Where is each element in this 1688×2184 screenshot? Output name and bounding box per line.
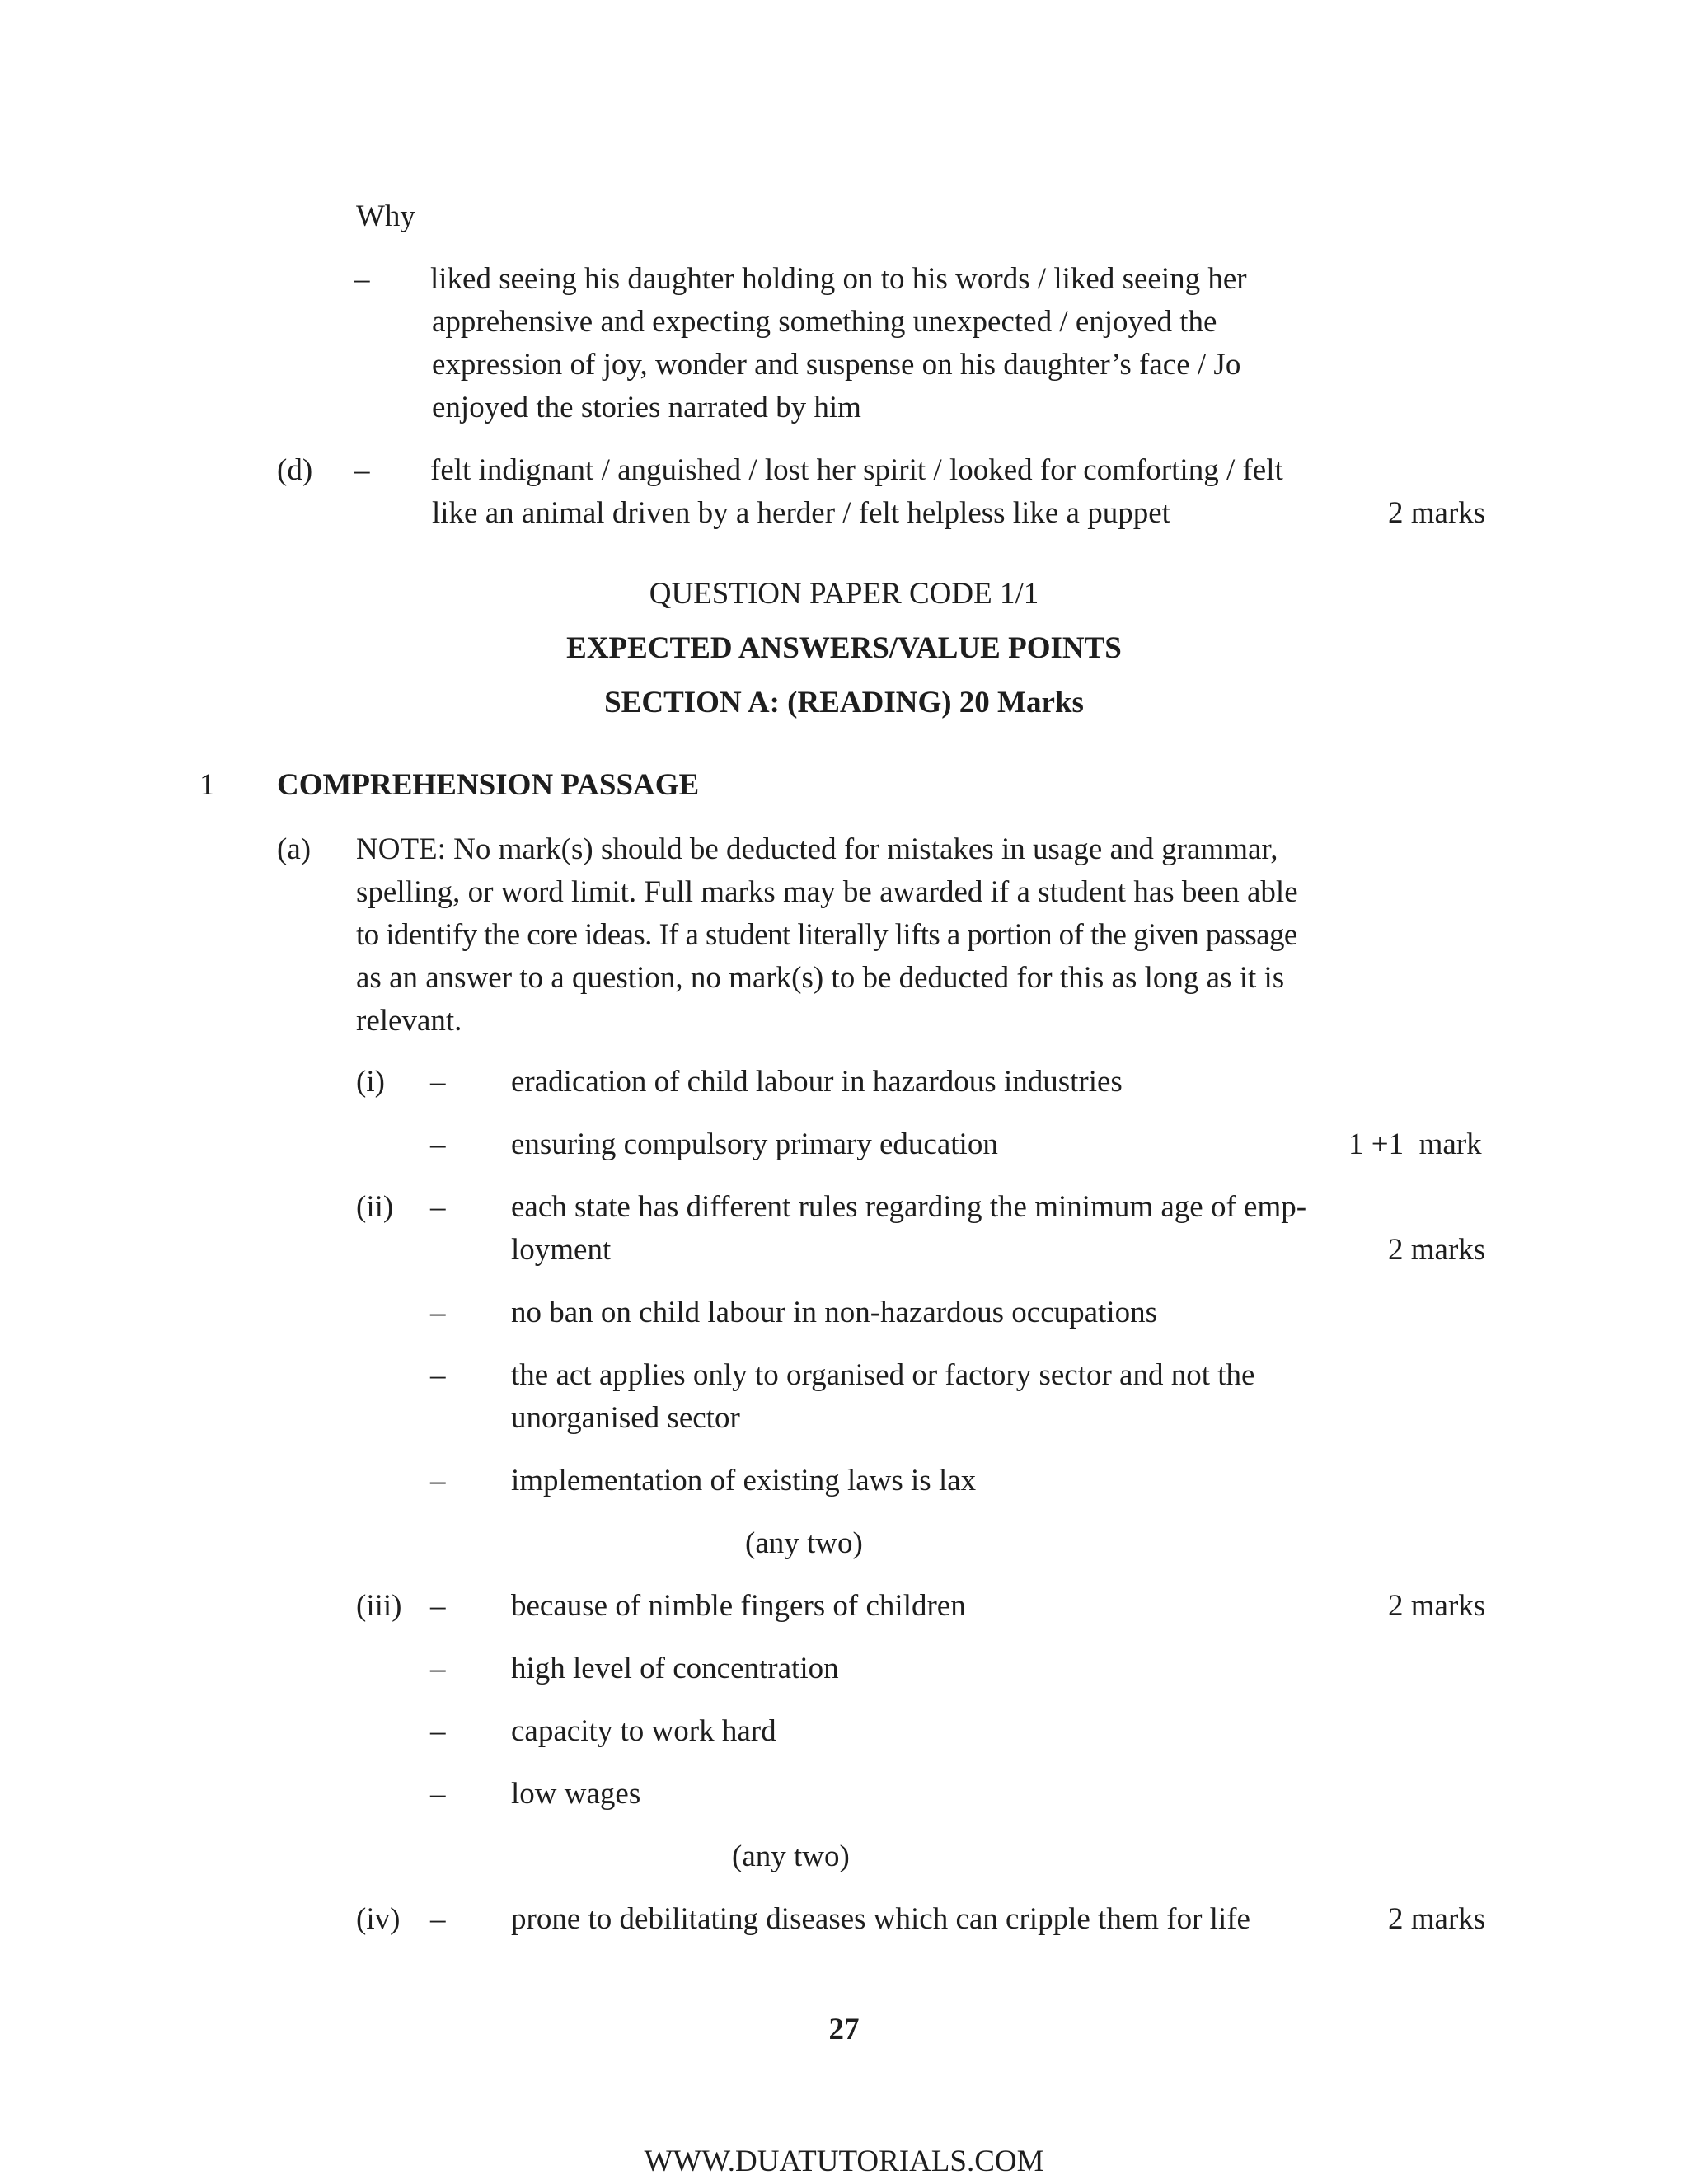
sub-iii-dash-4: – <box>430 1777 446 1811</box>
sub-iii-any-two: (any two) <box>732 1840 850 1873</box>
expected-answers-heading: EXPECTED ANSWERS/VALUE POINTS <box>566 631 1122 665</box>
section-a-heading: SECTION A: (READING) 20 Marks <box>604 686 1084 719</box>
note-line-1: NOTE: No mark(s) should be deducted for mistakes in usage and grammar, <box>356 832 1278 866</box>
sub-ii-dash-2: – <box>430 1296 446 1329</box>
d-dash: – <box>354 453 370 487</box>
sub-ii-marks: 2 marks <box>1388 1233 1486 1267</box>
why-answer-line-2: apprehensive and expecting something unexpected / enjoyed the <box>432 305 1217 339</box>
sub-ii-item-3-line-2: unorganised sector <box>511 1401 740 1435</box>
sub-iii-item-3: capacity to work hard <box>511 1714 776 1748</box>
sub-ii-any-two: (any two) <box>745 1526 863 1560</box>
d-answer-line-2: like an animal driven by a herder / felt helpless like a puppet <box>432 496 1170 530</box>
page-number: 27 <box>828 2013 860 2046</box>
note-line-5: relevant. <box>356 1004 462 1038</box>
sub-ii-dash-1: – <box>430 1190 446 1224</box>
comprehension-passage-title: COMPREHENSION PASSAGE <box>277 768 700 802</box>
sub-i-label: (i) <box>356 1065 385 1099</box>
d-marks: 2 marks <box>1388 496 1486 530</box>
note-line-3: to identify the core ideas. If a student literally lifts a portion of the given passage <box>356 918 1297 952</box>
sub-ii-item-1-line-1: each state has different rules regarding the minimum age of emp- <box>511 1190 1307 1224</box>
why-answer-line-1: liked seeing his daughter holding on to his words / liked seeing her <box>430 262 1247 296</box>
sub-iii-item-2: high level of concentration <box>511 1652 839 1685</box>
sub-ii-item-2: no ban on child labour in non-hazardous occupations <box>511 1296 1157 1329</box>
why-answer-line-3: expression of joy, wonder and suspense on his daughter’s face / Jo <box>432 348 1241 382</box>
question-paper-code-heading: QUESTION PAPER CODE 1/1 <box>649 577 1039 611</box>
sub-iii-dash-1: – <box>430 1589 446 1623</box>
sub-i-dash-2: – <box>430 1127 446 1161</box>
sub-iii-item-1: because of nimble fingers of children <box>511 1589 966 1623</box>
sub-ii-dash-4: – <box>430 1464 446 1497</box>
sub-i-item-1: eradication of child labour in hazardous industries <box>511 1065 1123 1099</box>
d-answer-line-1: felt indignant / anguished / lost her spirit / looked for comforting / felt <box>430 453 1283 487</box>
why-dash: – <box>354 262 370 296</box>
sub-i-marks: 1 +1 mark <box>1348 1127 1482 1161</box>
sub-ii-item-1-line-2: loyment <box>511 1233 612 1267</box>
part-a-label: (a) <box>277 832 312 866</box>
why-label: Why <box>356 199 415 233</box>
sub-iii-marks: 2 marks <box>1388 1589 1486 1623</box>
sub-i-dash-1: – <box>430 1065 446 1099</box>
sub-iii-label: (iii) <box>356 1589 402 1623</box>
why-answer-line-4: enjoyed the stories narrated by him <box>432 391 861 424</box>
note-line-2: spelling, or word limit. Full marks may be awarded if a student has been able <box>356 875 1298 909</box>
question-number: 1 <box>199 768 215 802</box>
sub-iii-dash-2: – <box>430 1652 446 1685</box>
sub-i-item-2: ensuring compulsory primary education <box>511 1127 998 1161</box>
sub-ii-item-4: implementation of existing laws is lax <box>511 1464 977 1497</box>
website-footer: WWW.DUATUTORIALS.COM <box>644 2144 1044 2178</box>
d-label: (d) <box>277 453 313 487</box>
sub-iv-marks: 2 marks <box>1388 1902 1486 1936</box>
sub-iv-dash: – <box>430 1902 446 1936</box>
sub-iv-item: prone to debilitating diseases which can cripple them for life <box>511 1902 1250 1936</box>
sub-ii-item-3-line-1: the act applies only to organised or factory sector and not the <box>511 1358 1255 1392</box>
sub-ii-dash-3: – <box>430 1358 446 1392</box>
sub-iii-item-4: low wages <box>511 1777 641 1811</box>
sub-iii-dash-3: – <box>430 1714 446 1748</box>
sub-iv-label: (iv) <box>356 1902 401 1936</box>
sub-ii-label: (ii) <box>356 1190 394 1224</box>
note-line-4: as an answer to a question, no mark(s) to be deducted for this as long as it is <box>356 961 1285 995</box>
